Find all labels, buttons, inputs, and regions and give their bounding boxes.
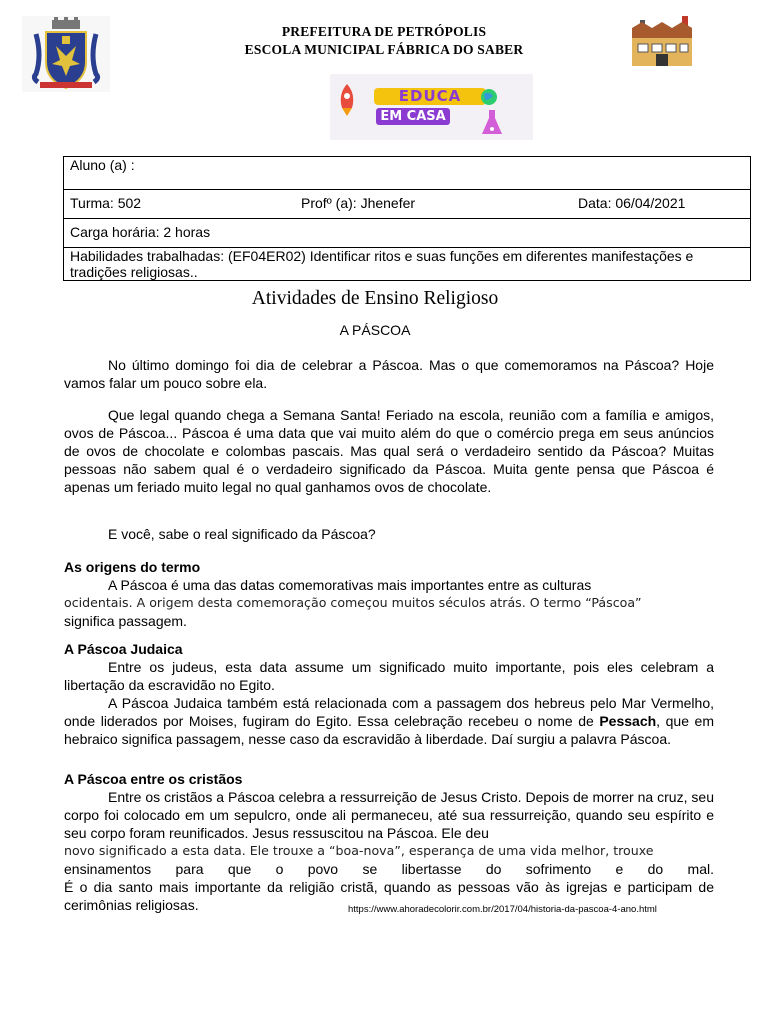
student-info-table xyxy=(63,156,751,281)
educa-label: EDUCA xyxy=(374,88,486,105)
em-casa-label: EM CASA xyxy=(376,108,450,125)
flask-icon xyxy=(480,110,504,141)
page-subtitle: A PÁSCOA xyxy=(339,322,411,338)
section-cristaos: A Páscoa entre os cristãos Entre os cristãos a Páscoa celebra a ressurreição de Jesus Cristo. Depois de morrer na cruz, seu corpo foi colocado em um sepulcro, onde ali permaneceu, até sua ressurreição, quando seu espírito e seu corpo foram reunificados. Jesus ressuscitou na Páscoa. Ele deu novo significado a esta data. Ele trouxe a “boa-nova”, esperança de uma vida melhor, trouxe ensinamentos para que o povo se libertasse do sofrimento e do mal. É o dia santo mais importante da religião cristã, quando as pessoas vão às igrejas e participam de cerimônias religiosas. xyxy=(64,771,714,913)
date: Data: 06/04/2021 xyxy=(578,195,686,211)
rocket-icon xyxy=(336,84,358,123)
page-title: Atividades de Ensino Religioso xyxy=(251,288,499,309)
section-heading: A Páscoa entre os cristãos xyxy=(64,771,243,787)
header-line-2: ESCOLA MUNICIPAL FÁBRICA DO SABER xyxy=(244,42,524,57)
section-origins: As origens do termo A Páscoa é uma das datas comemorativas mais importantes entre as culturas ocidentais. A origem desta comemoração começou muitos séculos atrás. O termo “Páscoa” significa passagem. xyxy=(64,558,714,630)
section-heading: A Páscoa Judaica xyxy=(64,641,183,657)
source-link[interactable]: https://www.ahoradecolorir.com.br/2017/04/historia-da-pascoa-4-ano.html xyxy=(348,904,657,915)
section-judaica: A Páscoa Judaica Entre os judeus, esta data assume um significado muito importante, pois eles celebram a libertação da escravidão no Egito. A Páscoa Judaica também está relacionada com a passagem dos hebreus pelo Mar Vermelho, onde liderados por Moises, fugiram do Egito. Essa celebração recebeu o nome de Pessach, que em hebraico significa passagem, nesse caso da escravidão à liberdade. Daí surgiu a palavra Páscoa. xyxy=(64,641,714,747)
workload: Carga horária: 2 horas xyxy=(64,219,751,248)
educa-em-casa-banner xyxy=(330,74,533,140)
paragraph-1: No último domingo foi dia de celebrar a Páscoa. Mas o que comemoramos na Páscoa? Hoje vamos falar um pouco sobre ela. xyxy=(64,357,714,391)
teacher-name: Profº (a): Jhenefer xyxy=(301,195,416,211)
globe-icon xyxy=(480,88,498,111)
factory-icon xyxy=(630,14,696,68)
section-heading: As origens do termo xyxy=(64,559,201,575)
pessach-term: Pessach xyxy=(599,713,657,729)
student-name-field: Aluno (a) : xyxy=(64,157,751,190)
skills-worked: Habilidades trabalhadas: (EF04ER02) Identificar ritos e suas funções em diferentes manifestações e tradições religiosas.. xyxy=(64,248,751,281)
class-info-row xyxy=(64,190,751,219)
header-line-1: PREFEITURA DE PETRÓPOLIS xyxy=(281,24,487,39)
paragraph-3: E você, sabe o real significado da Páscoa? xyxy=(108,526,376,542)
class-number: Turma: 502 xyxy=(70,195,142,211)
paragraph-2: Que legal quando chega a Semana Santa! Feriado na escola, reunião com a família e amigos, ovos de Páscoa... Páscoa é uma data que vai muito além do que o comércio prega em seus anúncios de ovos de chocolate e colombas pascais. Mas qual será o verdadeiro sentido da Páscoa? Muitas pessoas não sabem qual é o verdadeiro significado da Páscoa. Muita gente pensa que Páscoa é apenas um feriado muito legal no qual ganhamos ovos de chocolate. xyxy=(64,407,714,495)
